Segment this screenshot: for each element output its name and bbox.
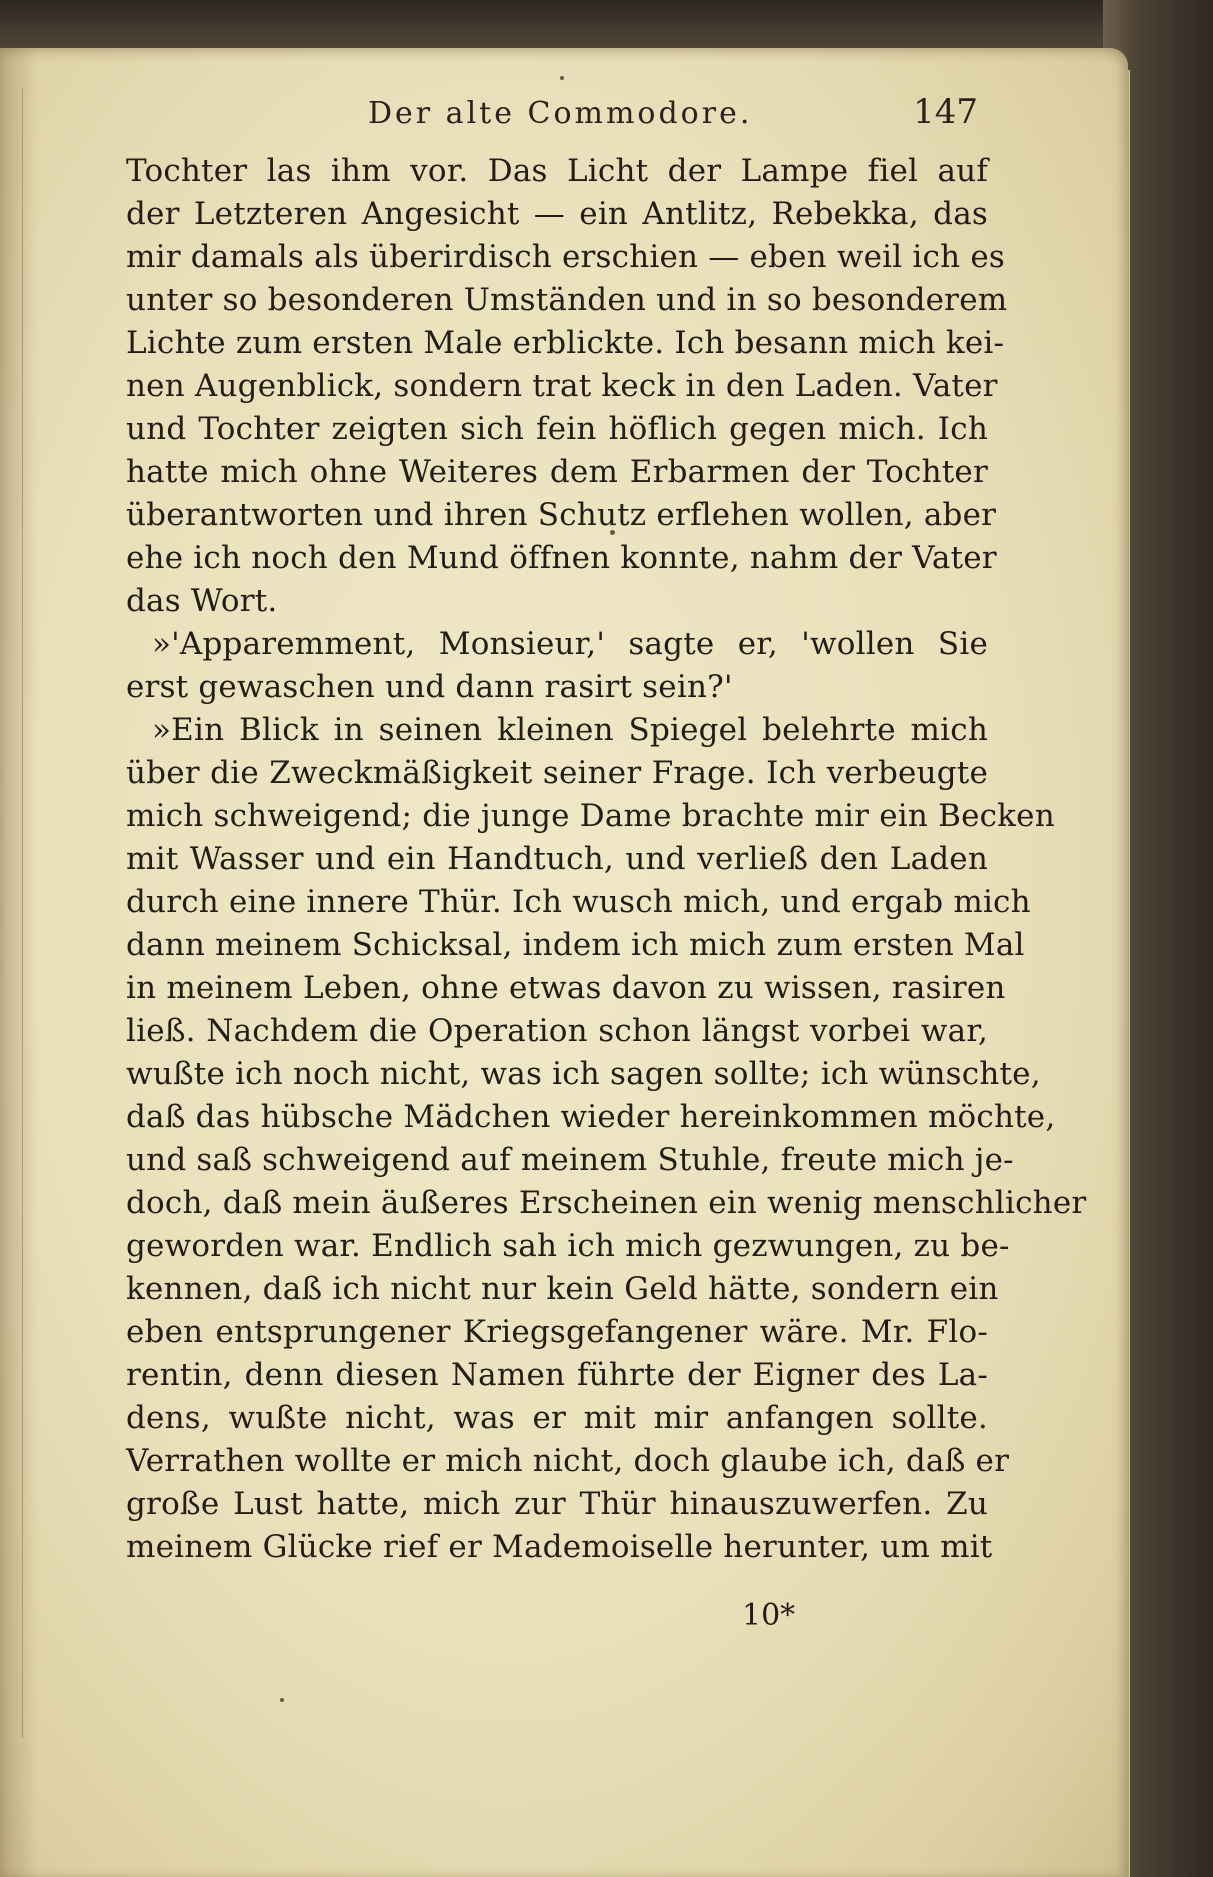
running-head: Der alte Commodore. <box>368 96 753 131</box>
text-line: erst gewaschen und dann rasirt sein?' <box>126 669 733 705</box>
text-line: das Wort. <box>126 583 278 619</box>
text-line: mit Wasser und ein Handtuch, und verließ den Laden <box>126 841 988 877</box>
signature-mark: 10* <box>742 1598 796 1633</box>
text-line: daß das hübsche Mädchen wieder hereinkommen möchte, <box>126 1099 1056 1135</box>
text-line: hatte mich ohne Weiteres dem Erbarmen der Tochter <box>126 454 988 490</box>
text-line: und saß schweigend auf meinem Stuhle, freute mich je- <box>126 1142 1014 1178</box>
text-line: über die Zweckmäßigkeit seiner Frage. Ich verbeugte <box>126 755 988 791</box>
text-line: Tochter las ihm vor. Das Licht der Lampe fiel auf <box>126 153 988 189</box>
paper-speck <box>560 76 564 80</box>
text-line: überantworten und ihren Schutz erflehen wollen, aber <box>126 497 997 533</box>
text-line: nen Augenblick, sondern trat keck in den Laden. Vater <box>126 368 998 404</box>
text-line: Verrathen wollte er mich nicht, doch glaube ich, daß er <box>126 1443 1010 1479</box>
text-line: dann meinem Schicksal, indem ich mich zum ersten Mal <box>126 927 1025 963</box>
text-line: geworden war. Endlich sah ich mich gezwungen, zu be- <box>126 1228 1010 1264</box>
text-line: dens, wußte nicht, was er mit mir anfangen sollte. <box>126 1400 988 1436</box>
text-line: wußte ich noch nicht, was ich sagen sollte; ich wünschte, <box>126 1056 1041 1092</box>
text-line: »Ein Blick in seinen kleinen Spiegel belehrte mich <box>152 712 988 748</box>
page-number: 147 <box>913 92 978 132</box>
text-line: eben entsprungener Kriegsgefangener wäre. Mr. Flo- <box>126 1314 988 1350</box>
gutter-crease <box>22 88 23 1738</box>
text-line: und Tochter zeigten sich fein höflich gegen mich. Ich <box>126 411 988 447</box>
text-line: ließ. Nachdem die Operation schon längst vorbei war, <box>126 1013 988 1049</box>
text-line: Lichte zum ersten Male erblickte. Ich besann mich kei- <box>126 325 1005 361</box>
text-line: doch, daß mein äußeres Erscheinen ein wenig menschlicher <box>126 1185 1087 1221</box>
text-line: der Letzteren Angesicht — ein Antlitz, Rebekka, das <box>126 196 988 232</box>
text-line: kennen, daß ich nicht nur kein Geld hätte, sondern ein <box>126 1271 999 1307</box>
text-line: rentin, denn diesen Namen führte der Eigner des La- <box>126 1357 988 1393</box>
text-line: unter so besonderen Umständen und in so besonderem <box>126 282 1008 318</box>
body-text <box>126 150 1087 1569</box>
page-gutter <box>0 48 38 1877</box>
text-line: mich schweigend; die junge Dame brachte mir ein Becken <box>126 798 1055 834</box>
text-line: ehe ich noch den Mund öffnen konnte, nahm der Vater <box>126 540 997 576</box>
text-line: meinem Glücke rief er Mademoiselle herunter, um mit <box>126 1529 993 1565</box>
text-line: durch eine innere Thür. Ich wusch mich, und ergab mich <box>126 884 1031 920</box>
text-line: große Lust hatte, mich zur Thür hinauszuwerfen. Zu <box>126 1486 988 1522</box>
text-line: in meinem Leben, ohne etwas davon zu wissen, rasiren <box>126 970 1006 1006</box>
page-header <box>130 88 986 138</box>
text-line: mir damals als überirdisch erschien — eben weil ich es <box>126 239 1005 275</box>
text-line: »'Apparemment, Monsieur,' sagte er, 'wollen Sie <box>152 626 988 662</box>
paper-speck <box>280 1698 284 1702</box>
